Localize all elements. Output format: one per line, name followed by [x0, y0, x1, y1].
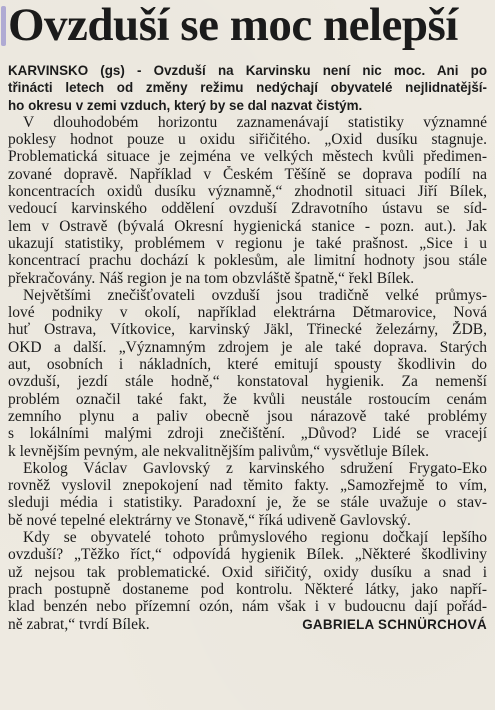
text-line: bě nové tepelné elektrárny ve Stonavě,“ říká udiveně Gavlovský.	[8, 511, 411, 529]
text-line: Největšími znečišťovateli ovzduší jsou tradičně velké průmys-	[23, 286, 487, 304]
text-line: poklesy hodnot pouze u oxidu siřičitého. „Oxid dusíku stagnuje.	[8, 131, 487, 149]
text-line: prach postupně dostaneme pod kontrolu. Některé látky, jako napří-	[8, 580, 487, 598]
paragraph	[8, 114, 487, 287]
text-line: V dlouhodobém horizontu zaznamenávají statistiky významné	[23, 113, 487, 131]
text-line: už nejsou tak problematické. Oxid siřičitý, oxidy dusíku a snad i	[8, 563, 487, 581]
article-body	[8, 62, 487, 633]
lead-line: ho okresu v zemi vzduch, který by se dal nazvat čistým.	[8, 97, 363, 113]
text-line: vedoucí karvinského oddělení ovzduší Zdravotního ústavu se síd-	[8, 200, 487, 218]
text-line: ovzduší, jezdí stále hodně,“ konstatoval hygienik. Za nemenší	[8, 373, 487, 391]
closing-row	[8, 616, 487, 633]
text-line: zované dopravě. Například v Českém Těšíně se doprava podílí na	[8, 165, 487, 183]
text-line: Ekolog Václav Gavlovský z karvinského sdružení Frygato-Eko	[23, 459, 487, 477]
text-line: zemního plynu a paliv obecně jsou nárazově také problémy	[8, 407, 487, 425]
author-byline: GABRIELA SCHNÜRCHOVÁ	[302, 616, 487, 632]
text-line: k levnějším pevným, ale nekvalitnějším palivům,“ vysvětluje Bílek.	[8, 442, 429, 460]
text-line: koncentracích oxidů dusíku významně,“ zhodnotil situaci Jiří Bílek,	[8, 183, 487, 201]
text-line: s lokálními malými zdroji znečištění. „Důvod? Lidé se vracejí	[8, 425, 487, 443]
paragraph	[8, 529, 487, 633]
text-line: překračovány. Náš region je na tom obzvláště špatně,“ řekl Bílek.	[8, 269, 415, 287]
text-line: sleduji média i statistiky. Paradoxní je, že se stále uvažuje o stav-	[8, 494, 487, 512]
text-line: ukazují statistiky, problémem v regionu je také prašnost. „Sice i u	[8, 234, 487, 252]
text-line: koncentrací prachu dochází k poklesům, ale limitní hodnoty jsou stále	[8, 252, 487, 270]
paragraph	[8, 460, 487, 529]
paragraph	[8, 287, 487, 460]
lead-line: KARVINSKO (gs) - Ovzduší na Karvinsku není nic moc. Ani po	[8, 63, 487, 78]
text-line: rovněž vyslovil znepokojení nad těmito fakty. „Samozřejmě to vím,	[8, 477, 487, 495]
lead-line: třinácti letech od změny režimu nedýchají obyvatelé nejlidnatější-	[8, 80, 487, 96]
highlighter-mark	[1, 6, 6, 46]
text-line: ovzduší? „Těžko říct,“ odpovídá hygienik Bílek. „Některé škodliviny	[8, 546, 487, 564]
text-line: Problematická situace je zejména ve velkých městech kvůli předimen-	[8, 148, 487, 166]
text-line: lové podniky v okolí, například elektrárna Dětmarovice, Nová	[8, 304, 487, 322]
article-lead	[8, 62, 487, 114]
text-line: lem v Ostravě (bývalá Okresní hygienická stanice - pozn. aut.). Jak	[8, 217, 487, 235]
text-line: klad benzén nebo přízemní ozón, nám však i v budoucnu dají pořád-	[8, 598, 487, 616]
text-line: OKD a další. „Významným zdrojem je ale také doprava. Starých	[8, 338, 487, 356]
text-line: aut, osobních i nákladních, které emitují spousty škodlivin do	[8, 356, 487, 374]
text-line: Kdy se obyvatelé tohoto průmyslového regionu dočkají lepšího	[23, 529, 487, 547]
article-headline: Ovzduší se moc nelepší	[8, 0, 458, 51]
text-line: huť Ostrava, Vítkovice, karvinský Jäkl, Třinecké železárny, ŽDB,	[8, 321, 487, 339]
text-line: problém označil také fakt, že kvůli neustále rostoucím cenám	[8, 390, 487, 408]
text-line: ně zabrat,“ tvrdí Bílek.	[8, 615, 150, 633]
